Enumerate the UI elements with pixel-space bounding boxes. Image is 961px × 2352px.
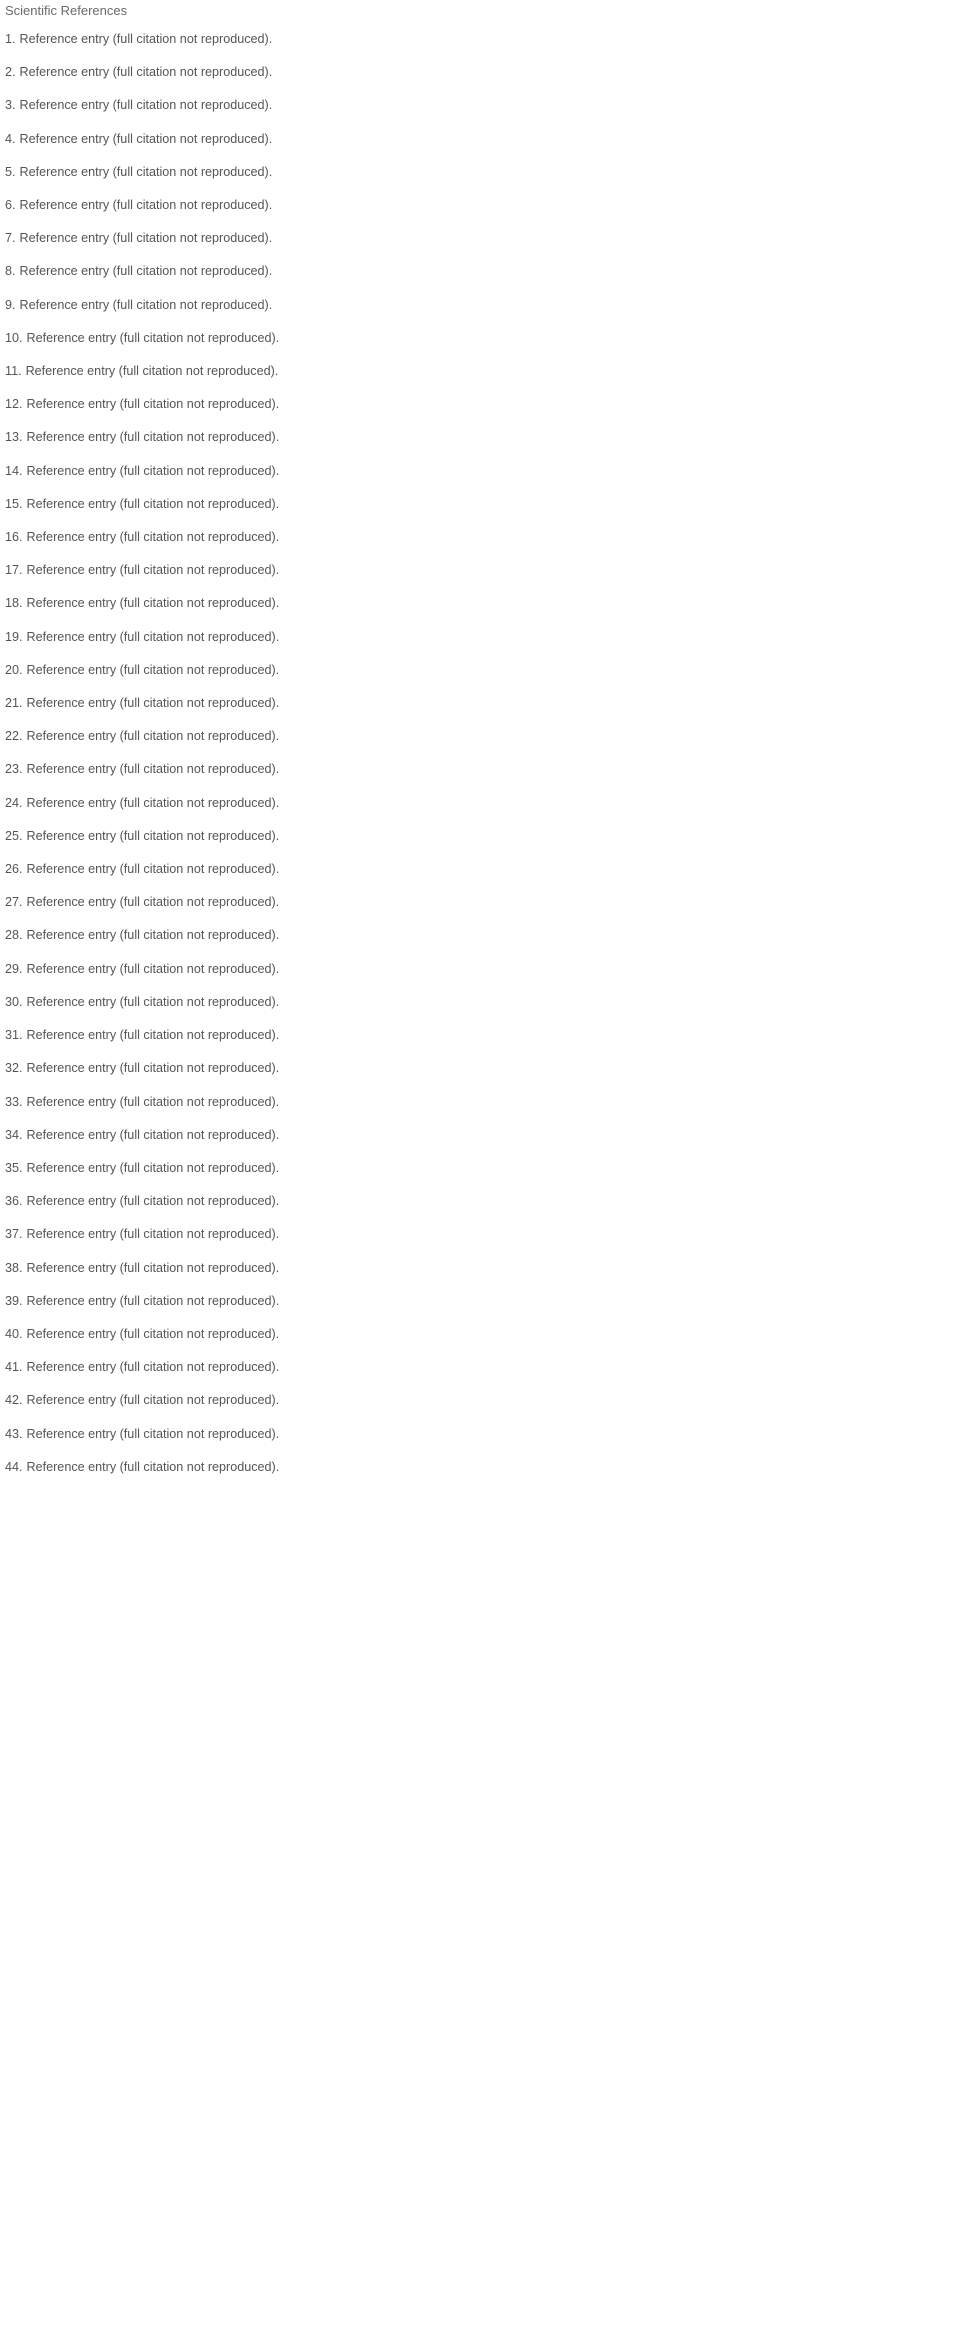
reference-number: 23. — [5, 762, 23, 777]
reference-number: 32. — [5, 1061, 23, 1076]
reference-item — [5, 429, 955, 445]
reference-item — [5, 1326, 955, 1342]
reference-item — [5, 894, 955, 910]
reference-list — [5, 31, 955, 1475]
reference-text: Reference entry (full citation not reproduced). — [26, 928, 280, 943]
reference-number: 4. — [5, 131, 16, 146]
reference-text: Reference entry (full citation not reproduced). — [19, 32, 273, 46]
reference-text: Reference entry (full citation not reproduced). — [26, 563, 280, 578]
reference-item — [5, 828, 955, 844]
reference-number: 11. — [5, 364, 22, 379]
reference-text: Reference entry (full citation not reproduced). — [26, 828, 280, 843]
reference-item — [5, 1426, 955, 1442]
reference-text: Reference entry (full citation not reproduced). — [26, 762, 280, 777]
reference-number: 38. — [5, 1260, 23, 1275]
reference-text: Reference entry (full citation not reproduced). — [19, 297, 273, 312]
reference-number: 37. — [5, 1227, 23, 1242]
reference-text: Reference entry (full citation not reproduced). — [26, 1426, 280, 1441]
reference-text: Reference entry (full citation not reproduced). — [26, 1194, 280, 1209]
reference-item — [5, 629, 955, 645]
reference-number: 24. — [5, 795, 23, 810]
reference-number: 22. — [5, 729, 23, 744]
reference-text: Reference entry (full citation not reproduced). — [26, 1293, 280, 1308]
reference-text: Reference entry (full citation not reproduced). — [26, 496, 280, 511]
reference-number: 17. — [5, 563, 23, 578]
reference-number: 40. — [5, 1326, 23, 1341]
reference-item — [5, 861, 955, 877]
reference-text: Reference entry (full citation not reproduced). — [26, 1061, 280, 1076]
reference-item — [5, 97, 955, 113]
reference-item — [5, 131, 955, 147]
reference-item — [5, 662, 955, 678]
reference-item — [5, 263, 955, 279]
reference-number: 35. — [5, 1160, 23, 1175]
reference-text: Reference entry (full citation not reproduced). — [26, 1094, 280, 1109]
reference-item — [5, 1094, 955, 1110]
reference-number: 43. — [5, 1426, 23, 1441]
reference-number: 41. — [5, 1360, 23, 1375]
reference-item — [5, 795, 955, 811]
reference-text: Reference entry (full citation not reproduced). — [26, 463, 280, 478]
reference-item — [5, 1193, 955, 1209]
reference-number: 39. — [5, 1293, 23, 1308]
reference-item — [5, 1060, 955, 1076]
reference-item — [5, 961, 955, 977]
reference-number: 18. — [5, 596, 23, 611]
reference-item — [5, 363, 955, 379]
reference-number: 20. — [5, 662, 23, 677]
reference-item — [5, 927, 955, 943]
reference-number: 28. — [5, 928, 23, 943]
reference-item — [5, 297, 955, 313]
reference-item — [5, 1160, 955, 1176]
reference-number: 44. — [5, 1459, 23, 1474]
reference-number: 14. — [5, 463, 23, 478]
reference-item — [5, 230, 955, 246]
reference-number: 27. — [5, 895, 23, 910]
reference-item — [5, 1459, 955, 1475]
reference-text: Reference entry (full citation not reproduced). — [26, 729, 280, 744]
reference-text: Reference entry (full citation not reproduced). — [26, 1227, 280, 1242]
reference-item — [5, 595, 955, 611]
reference-text: Reference entry (full citation not reproduced). — [26, 596, 280, 611]
reference-number: 3. — [5, 98, 16, 113]
reference-text: Reference entry (full citation not reproduced). — [26, 862, 280, 877]
page-title: Scientific References — [5, 3, 128, 18]
reference-text: Reference entry (full citation not reproduced). — [26, 1326, 280, 1341]
reference-text: Reference entry (full citation not reproduced). — [26, 1260, 280, 1275]
reference-text: Reference entry (full citation not reproduced). — [19, 98, 273, 113]
reference-text: Reference entry (full citation not reproduced). — [26, 662, 280, 677]
reference-item — [5, 994, 955, 1010]
reference-item — [5, 728, 955, 744]
reference-number: 7. — [5, 231, 16, 246]
reference-item — [5, 330, 955, 346]
reference-number: 13. — [5, 430, 23, 445]
reference-item — [5, 1226, 955, 1242]
reference-number: 2. — [5, 65, 16, 80]
reference-text: Reference entry (full citation not reproduced). — [26, 795, 280, 810]
reference-item — [5, 1127, 955, 1143]
reference-text: Reference entry (full citation not reproduced). — [26, 1459, 280, 1474]
reference-number: 6. — [5, 198, 16, 213]
reference-text: Reference entry (full citation not reproduced). — [26, 696, 280, 711]
reference-number: 36. — [5, 1194, 23, 1209]
reference-number: 31. — [5, 1028, 23, 1043]
reference-item — [5, 695, 955, 711]
reference-text: Reference entry (full citation not reproduced). — [19, 131, 273, 146]
reference-text: Reference entry (full citation not reproduced). — [26, 629, 280, 644]
reference-item — [5, 496, 955, 512]
reference-text: Reference entry (full citation not reproduced). — [26, 961, 280, 976]
reference-number: 9. — [5, 297, 16, 312]
reference-number: 26. — [5, 862, 23, 877]
reference-number: 42. — [5, 1393, 23, 1408]
reference-number: 21. — [5, 696, 23, 711]
reference-item — [5, 1392, 955, 1408]
reference-item — [5, 31, 955, 47]
reference-number: 10. — [5, 330, 23, 345]
reference-text: Reference entry (full citation not reproduced). — [26, 895, 280, 910]
reference-item — [5, 529, 955, 545]
reference-text: Reference entry (full citation not reproduced). — [19, 65, 273, 80]
reference-text: Reference entry (full citation not reproduced). — [26, 330, 280, 345]
reference-number: 34. — [5, 1127, 23, 1142]
reference-text: Reference entry (full citation not reproduced). — [26, 1360, 280, 1375]
reference-number: 25. — [5, 828, 23, 843]
reference-number: 30. — [5, 994, 23, 1009]
reference-item — [5, 1027, 955, 1043]
reference-number: 12. — [5, 397, 23, 412]
reference-item — [5, 164, 955, 180]
reference-text: Reference entry (full citation not reproduced). — [26, 1393, 280, 1408]
reference-text: Reference entry (full citation not reproduced). — [19, 231, 273, 246]
reference-item — [5, 562, 955, 578]
reference-text: Reference entry (full citation not reproduced). — [26, 530, 280, 545]
reference-text: Reference entry (full citation not reproduced). — [26, 994, 280, 1009]
reference-item — [5, 396, 955, 412]
reference-item — [5, 463, 955, 479]
reference-text: Reference entry (full citation not reproduced). — [26, 1028, 280, 1043]
reference-number: 16. — [5, 530, 23, 545]
reference-text: Reference entry (full citation not reproduced). — [19, 264, 273, 279]
reference-number: 5. — [5, 164, 16, 179]
reference-item — [5, 1359, 955, 1375]
reference-text: Reference entry (full citation not reproduced). — [26, 397, 280, 412]
reference-item — [5, 64, 955, 80]
reference-number: 19. — [5, 629, 23, 644]
reference-text: Reference entry (full citation not reproduced). — [19, 198, 273, 213]
reference-text: Reference entry (full citation not reproduced). — [26, 1160, 280, 1175]
reference-text: Reference entry (full citation not reproduced). — [26, 430, 280, 445]
reference-item — [5, 197, 955, 213]
reference-number: 8. — [5, 264, 16, 279]
reference-number: 29. — [5, 961, 23, 976]
reference-number: 15. — [5, 496, 23, 511]
reference-item — [5, 1260, 955, 1276]
reference-text: Reference entry (full citation not reproduced). — [19, 164, 273, 179]
reference-number: 1. — [5, 32, 16, 46]
reference-item — [5, 1293, 955, 1309]
reference-item — [5, 761, 955, 777]
reference-number: 33. — [5, 1094, 23, 1109]
reference-text: Reference entry (full citation not reproduced). — [25, 364, 279, 379]
reference-text: Reference entry (full citation not reproduced). — [26, 1127, 280, 1142]
